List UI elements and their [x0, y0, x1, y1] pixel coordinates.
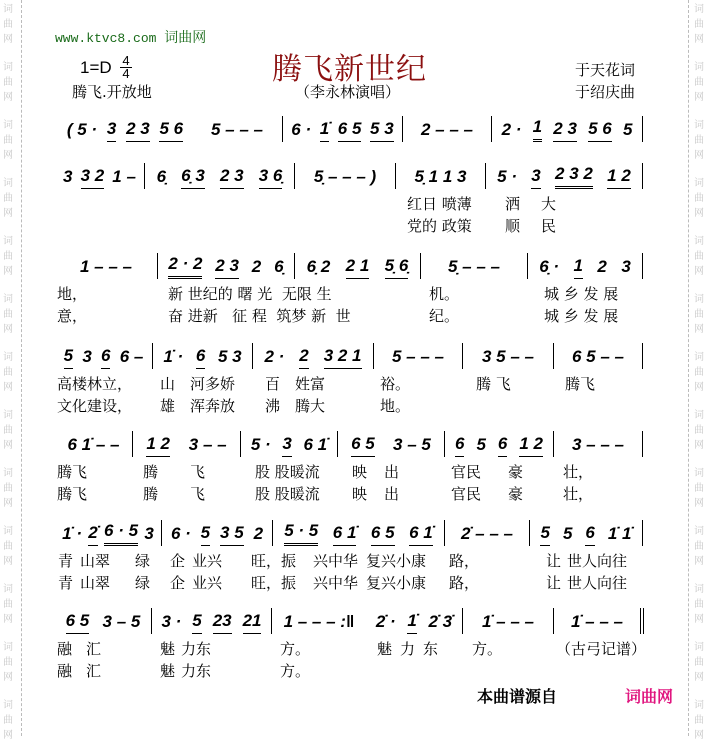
watermark-text: 词 曲 网 [3, 410, 13, 451]
note-group: 23 [213, 611, 232, 634]
watermark-text: 词 曲 网 [694, 584, 704, 625]
lyricist: 于天花词 [575, 61, 636, 79]
watermark-text: 词 曲 网 [694, 120, 704, 161]
lyric-verse-2: 奋 进新 征 程 筑梦 新 世 [168, 307, 351, 325]
lyric-verse-1: 路， [449, 552, 480, 570]
lyric-verse-2: 复兴小康 [366, 574, 427, 592]
lyric-verse-2: 映 [352, 485, 368, 503]
lyric-verse-1: 出 [384, 463, 400, 481]
lyric-verse-2: 汇 [86, 662, 102, 680]
note-group: 6 5 [338, 119, 362, 142]
note-group: 6 [101, 346, 110, 369]
note-group: 6 5 [66, 611, 90, 634]
measure [396, 163, 486, 189]
lyric-verse-1: 复兴小康 [366, 552, 427, 570]
note-group: 3 [63, 167, 73, 186]
note-group: ( 5 · [66, 120, 98, 139]
lyric-verse-2: 业兴 [192, 574, 223, 592]
watermark-text: 词 曲 网 [694, 468, 704, 509]
measure [554, 608, 644, 634]
note-group: 6 · [170, 524, 191, 543]
note-group: 6 [498, 434, 507, 457]
note-group: 6 5 [371, 523, 395, 546]
note-group: 1 – [112, 167, 136, 186]
watermark-text: 词 曲 网 [694, 410, 704, 451]
source-site-link[interactable]: 词曲网 [625, 687, 674, 706]
measure [192, 116, 283, 142]
note-group: 2̇ · [375, 612, 396, 631]
measure [55, 608, 152, 634]
note-group: 5 · [497, 167, 517, 186]
lyric-verse-1: （古弓记谱） [556, 640, 647, 658]
note-group: 3 [82, 347, 92, 366]
lyric-verse-1: 飞 [190, 463, 206, 481]
lyric-verse-2: 力东 [181, 662, 212, 680]
lyric-verse-2: 企 [170, 574, 186, 592]
measure [486, 163, 643, 189]
note-group: 2 [251, 257, 262, 276]
measure [283, 116, 403, 142]
note-group: 3 – 5 [393, 435, 431, 454]
lyric-verse-1: 大 [541, 195, 557, 213]
note-group: 5 [192, 611, 201, 634]
note-group: 5 [540, 523, 549, 546]
site-link[interactable] [55, 27, 206, 47]
measure [253, 343, 374, 369]
watermark-text: 词 曲 网 [3, 700, 13, 741]
lyric-verse-1: 山 [160, 375, 176, 393]
watermark-text: 词 曲 网 [694, 526, 704, 567]
lyric-verse-2: 地。 [380, 397, 411, 415]
note-group: 6̣ 3 [181, 166, 205, 189]
lyric-verse-1: 裕。 [380, 375, 411, 393]
measure [554, 431, 643, 457]
note-group: 1̇ – – – [482, 612, 534, 631]
note-group: 3 [107, 119, 116, 142]
note-group: 3 [144, 524, 154, 543]
note-group: 6 1̇ – – [67, 435, 120, 454]
lyric-verse-1: 腾飞 [565, 375, 596, 393]
measure [366, 608, 463, 634]
measure [55, 253, 158, 279]
source-label: 本曲谱源自 [477, 687, 558, 706]
lyric-verse-1: 力东 [181, 640, 212, 658]
lyric-verse-1: 山翠 [80, 552, 111, 570]
watermark-text: 词 曲 网 [694, 236, 704, 277]
lyric-verse-2: 旺，振 [251, 574, 297, 592]
note-group: 3 · [161, 612, 182, 631]
note-group: 1 [533, 117, 542, 142]
lyric-verse-2: 股 股暖流 [255, 485, 320, 503]
note-group: 5 6 [159, 119, 183, 142]
lyric-verse-1: 业兴 [192, 552, 223, 570]
measure [463, 608, 554, 634]
watermark-text: 词 曲 网 [3, 4, 13, 45]
note-group: 6 [585, 523, 594, 546]
note-group: 3 5 – – [482, 347, 534, 366]
note-group: 6 1̇ [303, 435, 328, 454]
lyric-verse-1: 让 [546, 552, 562, 570]
note-group: 1̇ [407, 611, 416, 634]
lyric-verse-1: 方。 [280, 640, 311, 658]
lyric-verse-1: 兴中华 [313, 552, 359, 570]
watermark-text: 词 曲 网 [694, 4, 704, 45]
lyric-verse-1: 映 [352, 463, 368, 481]
watermark-text: 词 曲 网 [694, 352, 704, 393]
lyric-verse-1: 新 世纪的 曙 光 无限 生 [168, 285, 332, 303]
note-group: 2 3 [553, 119, 577, 142]
note-group: 3 [531, 166, 540, 189]
note-group: 5 3 [217, 347, 242, 366]
watermark-text: 词 曲 网 [694, 178, 704, 219]
note-group: 6 1̇ [333, 523, 357, 546]
right-dashed-border [688, 0, 689, 736]
measure [463, 343, 554, 369]
measure [338, 431, 445, 457]
note-group: 1 – – – [80, 257, 132, 276]
lyric-verse-1: 股 股暖流 [255, 463, 320, 481]
note-group: 1 2 [519, 434, 543, 457]
note-group: 21 [243, 611, 262, 634]
note-group: 6 5 [351, 434, 375, 457]
lyric-verse-1: 绿 [135, 552, 151, 570]
note-group: 1̇ – – – [571, 612, 623, 631]
composer: 于绍庆曲 [575, 83, 636, 101]
measure [492, 116, 643, 142]
watermark-text: 词 曲 网 [3, 642, 13, 683]
note-group: 2 1 [346, 256, 370, 279]
watermark-text: 词 曲 网 [694, 294, 704, 335]
watermark-text: 词 曲 网 [694, 700, 704, 741]
lyric-verse-2: 雄 [160, 397, 176, 415]
key-signature: 1=D [80, 58, 112, 77]
note-group: 2 3 [220, 166, 244, 189]
note-group: 1̇ · [62, 524, 82, 543]
note-group: 5̣ – – – ) [313, 167, 377, 186]
watermark-text: 词 曲 网 [3, 62, 13, 103]
lyric-verse-2: 兴中华 [313, 574, 359, 592]
note-group: 2̇ – – – [461, 524, 513, 543]
note-group: 2 · [501, 120, 522, 139]
measure [133, 431, 241, 457]
lyric-verse-1: 机。 [429, 285, 460, 303]
note-group: 6̣ · [539, 257, 560, 276]
note-group: 5 · [250, 435, 271, 454]
lyric-verse-2: 魅 [160, 662, 176, 680]
lyric-verse-1: 汇 [86, 640, 102, 658]
note-group: 6̣ [156, 167, 167, 186]
note-group: 5 [476, 435, 486, 454]
lyric-verse-1: 豪 [508, 463, 524, 481]
lyric-verse-2: 腾大 [295, 397, 326, 415]
lyric-verse-1: 世人向往 [567, 552, 628, 570]
note-group: 3 [282, 434, 291, 457]
lyric-verse-2: 浑奔放 [190, 397, 236, 415]
lyric-verse-1: 力 [400, 640, 416, 658]
measure [272, 608, 366, 634]
lyric-verse-2: 官民 [451, 485, 482, 503]
lyric-verse-2: 意， [57, 307, 88, 325]
note-group: 5 [201, 523, 210, 546]
lyric-verse-1: 地， [57, 285, 88, 303]
note-group: 5 6 [588, 119, 612, 142]
tempo-mood: 腾飞.开放地 [72, 83, 152, 101]
measure [421, 253, 528, 279]
measure [55, 431, 133, 457]
measure [55, 343, 153, 369]
note-group: 1̇ · [163, 347, 184, 366]
measure [295, 163, 396, 189]
measure [158, 253, 295, 279]
watermark-text: 词 曲 网 [694, 642, 704, 683]
lyric-verse-2: 方。 [280, 662, 311, 680]
watermark-text: 词 曲 网 [3, 120, 13, 161]
lyric-verse-2: 豪 [508, 485, 524, 503]
note-group: 5̣ – – – [448, 257, 500, 276]
note-group: 5 [64, 346, 73, 369]
note-group: 2 [299, 346, 308, 369]
note-group: 6̣ [274, 257, 284, 276]
song-title: 腾飞新世纪 [272, 52, 427, 87]
note-group: 5 – – – [211, 120, 263, 139]
lyric-verse-1: 城 乡 发 展 [544, 285, 619, 303]
measure [295, 253, 421, 279]
measure [153, 343, 253, 369]
note-group: 5 [562, 524, 573, 543]
note-group: 2 · 2 [168, 254, 202, 279]
lyric-verse-2: 青 [58, 574, 74, 592]
lyric-verse-2: 路， [449, 574, 480, 592]
measure [55, 163, 145, 189]
note-group: 3 2 [81, 166, 105, 189]
lyric-verse-1: 魅 [377, 640, 393, 658]
site-name[interactable]: 词曲网 [164, 30, 207, 46]
watermark-text: 词 曲 网 [3, 352, 13, 393]
lyric-verse-1: 洒 [505, 195, 521, 213]
note-group: 6 1̇ [409, 523, 433, 546]
site-url[interactable]: www.ktvc8.com [55, 31, 157, 46]
note-group: 6 – [119, 347, 144, 366]
lyric-verse-2: 城 乡 发 展 [544, 307, 619, 325]
lyric-verse-2: 绿 [135, 574, 151, 592]
lyric-verse-1: 百 [265, 375, 281, 393]
lyric-verse-1: 腾飞 [57, 463, 88, 481]
time-signature [120, 55, 132, 80]
note-group: 2 · [264, 347, 285, 366]
lyric-verse-2: 飞 [190, 485, 206, 503]
lyric-verse-1: 青 [58, 552, 74, 570]
time-top: 4 [120, 55, 132, 68]
lyric-verse-2: 顺 [505, 217, 521, 235]
note-group: 6 · 5 [104, 521, 138, 546]
lyric-verse-2: 让 [546, 574, 562, 592]
note-group: 3 – – – [572, 435, 624, 454]
lyric-verse-1: 河多娇 [190, 375, 236, 393]
measure [145, 163, 295, 189]
note-group: 1 [574, 256, 583, 279]
time-bottom: 4 [122, 66, 130, 81]
measure [403, 116, 492, 142]
note-group: 2 3 [126, 119, 150, 142]
watermark-text: 词 曲 网 [3, 584, 13, 625]
note-group: 6 · [291, 120, 312, 139]
measure [445, 520, 530, 546]
performer: （李永林演唱） [295, 83, 401, 101]
note-group: 3 5 [220, 523, 244, 546]
note-group: 1̇ [320, 119, 329, 142]
note-group: 2 [253, 524, 264, 543]
note-group: 5̣ 6̣ [385, 256, 409, 279]
lyric-verse-1: 东 [423, 640, 439, 658]
lyric-verse-2: 纪。 [429, 307, 460, 325]
watermark-text: 词 曲 网 [3, 526, 13, 567]
lyric-verse-2: 腾 [143, 485, 159, 503]
watermark-text: 词 曲 网 [3, 294, 13, 335]
lyric-verse-1: 红日 喷薄 [407, 195, 472, 213]
lyric-verse-1: 魅 [160, 640, 176, 658]
lyric-verse-1: 高楼林立， [57, 375, 133, 393]
watermark-text: 词 曲 网 [3, 236, 13, 277]
watermark-text: 词 曲 网 [3, 468, 13, 509]
note-group: 1 2 [607, 166, 631, 189]
lyric-verse-2: 沸 [265, 397, 281, 415]
lyric-verse-1: 官民 [451, 463, 482, 481]
note-group: 5 [622, 120, 633, 139]
note-group: 3 6̣ [259, 166, 283, 189]
lyric-verse-1: 壮， [563, 463, 594, 481]
lyric-verse-2: 融 [57, 662, 73, 680]
measure [58, 116, 192, 142]
note-group: 2̇ 3̇ [428, 612, 453, 631]
note-group: 1 – – – :‖ [283, 612, 355, 631]
note-group: 1 2 [146, 434, 170, 457]
note-group: 2 3 [215, 256, 239, 279]
measure [241, 431, 338, 457]
note-group: 5 3 [370, 119, 394, 142]
note-group: 2 3 2 [555, 164, 593, 189]
note-group: 3 – – [188, 435, 227, 454]
measure [162, 520, 273, 546]
lyric-verse-1: 姓富 [295, 375, 326, 393]
measure [374, 343, 463, 369]
lyric-verse-2: 壮， [563, 485, 594, 503]
measure [445, 431, 554, 457]
lyric-verse-1: 融 [57, 640, 73, 658]
lyric-verse-2: 腾飞 [57, 485, 88, 503]
note-group: 6 5 – – [572, 347, 624, 366]
lyric-verse-1: 腾 [143, 463, 159, 481]
lyric-verse-2: 世人向往 [567, 574, 628, 592]
note-group: 6 [455, 434, 464, 457]
lyric-verse-2: 出 [384, 485, 400, 503]
measure [273, 520, 445, 546]
note-group: 2̇ [88, 523, 97, 546]
lyric-verse-1: 腾 飞 [476, 375, 511, 393]
note-group: 5 · 5 [284, 521, 318, 546]
lyric-verse-2: 文化建设， [57, 397, 133, 415]
lyric-verse-2: 党的 政策 [407, 217, 472, 235]
note-group: 6 [196, 346, 205, 369]
measure [530, 520, 643, 546]
measure [528, 253, 643, 279]
measure [55, 520, 162, 546]
lyric-verse-2: 民 [541, 217, 557, 235]
note-group: 6̣ 2 [306, 257, 331, 276]
measure [152, 608, 272, 634]
measure [554, 343, 643, 369]
note-group: 2 – – – [421, 120, 473, 139]
note-group: 2 [597, 257, 607, 276]
lyric-verse-1: 企 [170, 552, 186, 570]
note-group: 5̣ 1 1 3 [414, 167, 467, 186]
lyric-verse-1: 旺，振 [251, 552, 297, 570]
watermark-text: 词 曲 网 [3, 178, 13, 219]
lyric-verse-1: 方。 [472, 640, 503, 658]
note-group: 3 2 1 [324, 346, 362, 369]
lyric-verse-2: 山翠 [80, 574, 111, 592]
note-group: 3 – 5 [102, 612, 141, 631]
note-group: 1̇ 1̇ [607, 524, 632, 543]
note-group: 5 – – – [392, 347, 444, 366]
note-group: 3 [621, 257, 631, 276]
watermark-text: 词 曲 网 [694, 62, 704, 103]
left-dashed-border [21, 0, 22, 736]
